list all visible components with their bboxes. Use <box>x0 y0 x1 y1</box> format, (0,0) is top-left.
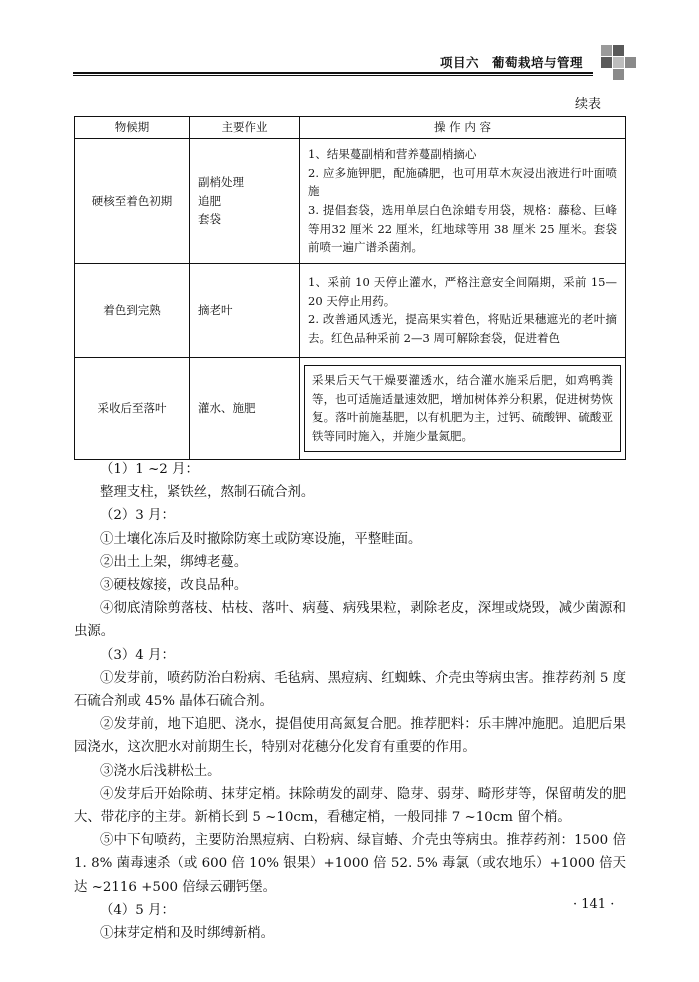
header-period: 物候期 <box>75 117 190 139</box>
paragraph: ②出土上架，绑缚老蔓。 <box>100 554 248 570</box>
paragraph: 整理支柱，紧铁丝，熬制石硫合剂。 <box>100 485 315 501</box>
header-rule-thin <box>73 75 593 76</box>
paragraph: ①发芽前，喷药防治白粉病、毛毡病、黑痘病、红蜘蛛、介壳虫等病虫害。推荐药剂 5 度石硫合剂或 45% 晶体石硫合剂。 <box>74 670 626 710</box>
month-heading: （3）4 月： <box>100 647 175 663</box>
corner-block <box>625 57 636 68</box>
month-heading: （2）3 月： <box>100 508 175 524</box>
paragraph: ①土壤化冻后及时撤除防寒土或防寒设施，平整畦面。 <box>100 531 422 547</box>
corner-block <box>613 69 624 80</box>
tasks-cell <box>190 357 300 459</box>
corner-block <box>601 45 612 56</box>
period-cell: 硬核至着色初期 <box>75 139 190 264</box>
page-number: · 141 · <box>573 897 615 912</box>
header-rule <box>73 72 593 74</box>
operations-cell <box>300 263 626 357</box>
operation-item: 采果后天气干燥要灌透水，结合灌水施采后肥，如鸡鸭粪等，也可适施适量速效肥，增加树体养分积累，促进树势恢复。落叶前施基肥，以有机肥为主，过钙、硫酸钾、硫酸亚铁等同时施入，并施少量氮肥。 <box>312 373 613 443</box>
paragraph: ③浇水后浅耕松土。 <box>100 763 221 779</box>
operation-item: 3. 提倡套袋，选用单层白色涂蜡专用袋，规格：藤稔、巨峰等用32 厘米 22 厘米，红地球等用 38 厘米 25 厘米。套袋前喷一遍广谱杀菌剂。 <box>308 202 617 255</box>
task-item: 套袋 <box>198 212 221 227</box>
operations-cell <box>300 357 626 459</box>
table-row <box>75 263 626 357</box>
paragraph: ②发芽前，地下追肥、浇水，提倡使用高氮复合肥。推荐肥料：乐丰牌冲施肥。追肥后果园浇水，这次肥水对前期生长，特别对花穗分化发育有重要的作用。 <box>74 717 626 756</box>
operation-item: 1、结果蔓副梢和营养蔓副梢摘心 <box>308 147 477 161</box>
table-header-row <box>75 117 626 139</box>
month-heading: （1）1 ~2 月： <box>100 462 199 477</box>
paragraph: ④发芽后开始除萌、抹芽定梢。抹除萌发的副芽、隐芽、弱芽、畸形芽等，保留萌发的肥大、带花序的主芽。新梢长到 5 ~10cm，看穗定梢，一般同排 7 ~10cm 留个梢。 <box>74 786 626 826</box>
paragraph: ⑤中下旬喷药，主要防治黑痘病、白粉病、绿盲蝽、介壳虫等病虫。推荐药剂：1500 倍 1. 8% 菌毒速杀（或 600 倍 10% 银果）+1000 倍 52. 5% 毒氯（或农地乐）+1000 倍天达 ~2116 +500 倍绿云硼钙堡。 <box>74 833 626 895</box>
task-item: 摘老叶 <box>198 302 233 317</box>
tasks-cell <box>190 139 300 264</box>
table-continued-label: 续表 <box>575 97 602 112</box>
operation-item: 2. 应多施钾肥，配施磷肥，也可用草木灰浸出液进行叶面喷施 <box>308 165 617 199</box>
chapter-title: 项目六 葡萄栽培与管理 <box>440 55 584 70</box>
table-row <box>75 357 626 459</box>
period-cell: 采收后至落叶 <box>75 357 190 459</box>
period-cell: 着色到完熟 <box>75 263 190 357</box>
task-item: 灌水、施肥 <box>198 400 256 415</box>
paragraph: ①抹芽定梢和及时绑缚新梢。 <box>100 926 275 942</box>
operation-item: 1、采前 10 天停止灌水，严格注意安全间隔期，采前 15—20 天停止用药。 <box>308 275 617 308</box>
corner-block <box>613 57 624 68</box>
month-heading: （4）5 月： <box>100 902 175 918</box>
tasks-cell <box>190 263 300 357</box>
operation-item: 2. 改善通风透光，提高果实着色，将贴近果穗遮光的老叶摘去。红色品种采前 2—3 周可解除套袋，促进着色 <box>308 312 617 345</box>
operations-cell <box>300 139 626 264</box>
cultivation-table <box>74 116 626 460</box>
corner-block <box>601 57 612 68</box>
operation-box <box>304 365 621 452</box>
task-item: 副梢处理 <box>198 174 244 189</box>
task-item: 追肥 <box>198 193 221 208</box>
paragraph: ④彻底清除剪落枝、枯枝、落叶、病蔓、病残果粒，剥除老皮，深埋或烧毁，减少菌源和虫源。 <box>74 601 626 640</box>
header-operations: 操 作 内 容 <box>300 117 626 139</box>
table-row <box>75 139 626 264</box>
corner-block <box>613 45 624 56</box>
paragraph: ③硬枝嫁接，改良品种。 <box>100 578 248 594</box>
body-text <box>74 458 626 945</box>
header-tasks: 主要作业 <box>190 117 300 139</box>
